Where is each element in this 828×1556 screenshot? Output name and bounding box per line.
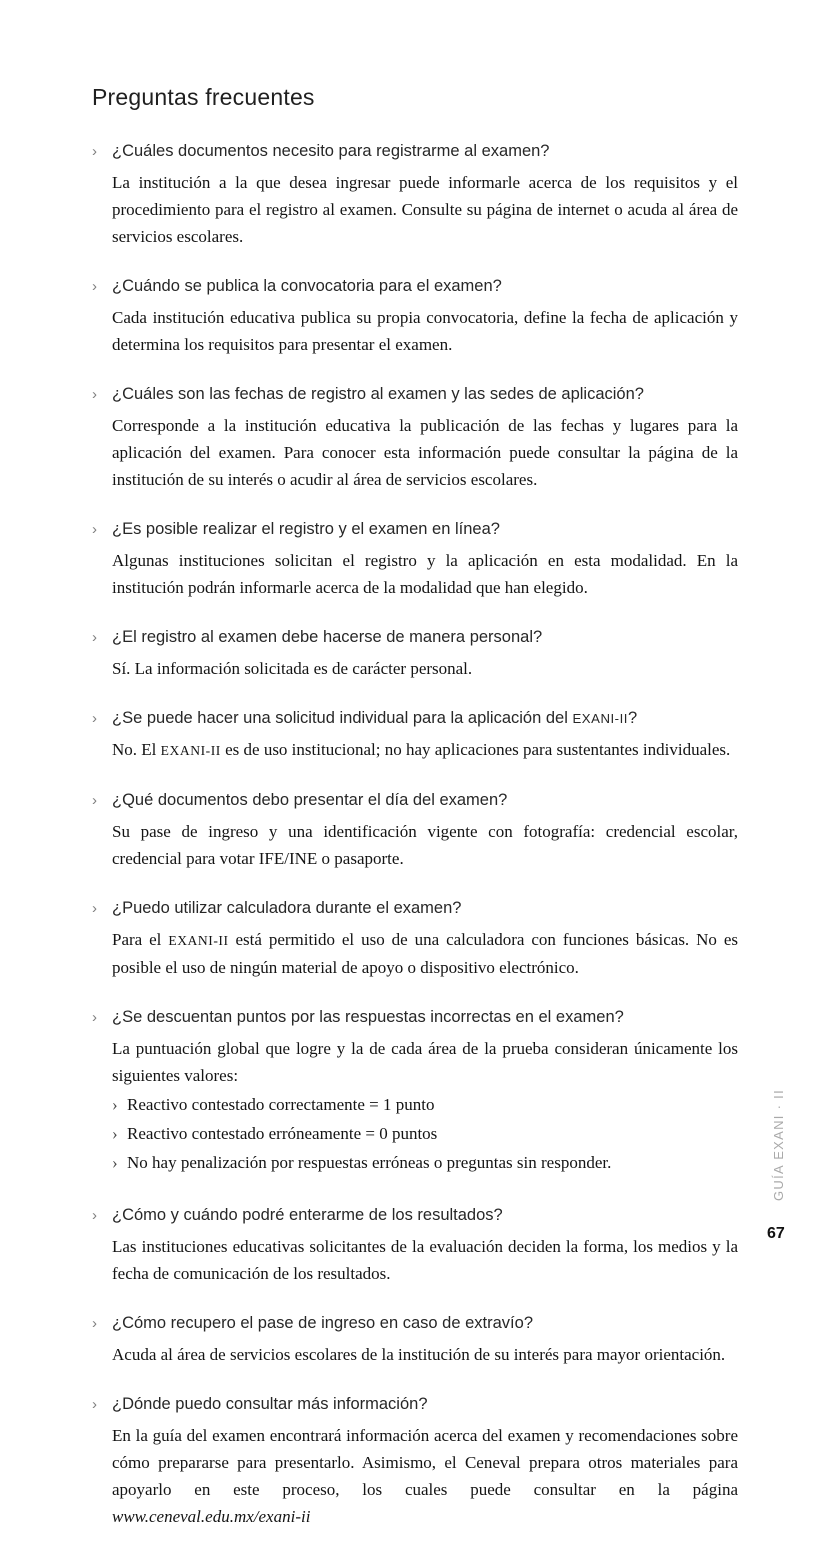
faq-question: ¿Dónde puedo consultar más información? xyxy=(112,1395,428,1413)
faq-question-answer xyxy=(112,708,738,764)
answer-bullet-text: Reactivo contestado erróneamente = 0 puntos xyxy=(127,1124,438,1143)
faq-item xyxy=(92,276,738,358)
faq-answer-text: Su pase de ingreso y una identificación vigente con fotografía: credencial escolar, credencial para votar IFE/INE o pasaporte. xyxy=(112,822,738,868)
faq-answer-text: La institución a la que desea ingresar puede informarle acerca de los requisitos y el procedimiento para el registro al examen. Consulte su página de internet o acuda al área de servicios escolares. xyxy=(112,173,738,246)
faq-answer-text: Las instituciones educativas solicitantes de la evaluación deciden la forma, los medios y la fecha de comunicación de los resultados. xyxy=(112,1237,738,1283)
faq-question: ¿Cómo y cuándo podré enterarme de los resultados? xyxy=(112,1206,503,1224)
faq-answer-text: Corresponde a la institución educativa la publicación de las fechas y lugares para la aplicación del examen. Para conocer esta información puede consultar la página de la institución de su interés o acudir al área de servicios escolares. xyxy=(112,416,738,489)
chevron-right-icon: › xyxy=(112,1124,118,1143)
faq-answer xyxy=(112,412,738,493)
faq-answer xyxy=(112,547,738,601)
faq-question-answer xyxy=(112,276,738,358)
faq-item xyxy=(92,708,738,764)
answer-bullet-text: No hay penalización por respuestas erróneas o preguntas sin responder. xyxy=(127,1153,612,1172)
faq-answer-text: No. El EXANI-II es de uso institucional; no hay aplicaciones para sustentantes individuales. xyxy=(112,740,731,759)
faq-answer xyxy=(112,655,738,682)
exani-brand: EXANI-II xyxy=(168,933,229,948)
answer-bullet xyxy=(112,1150,738,1176)
chevron-right-icon: › xyxy=(92,1009,97,1026)
faq-answer-text: Acuda al área de servicios escolares de la institución de su interés para mayor orientación. xyxy=(112,1345,726,1364)
faq-item xyxy=(92,519,738,601)
chevron-right-icon: › xyxy=(92,1207,97,1224)
faq-question: ¿Es posible realizar el registro y el examen en línea? xyxy=(112,520,500,538)
faq-answer xyxy=(112,736,738,764)
faq-question-answer xyxy=(112,1394,738,1530)
exani-brand: EXANI-II xyxy=(160,743,221,758)
chevron-right-icon: › xyxy=(92,900,97,917)
faq-question-answer xyxy=(112,1205,738,1287)
faq-question: ¿Se descuentan puntos por las respuestas incorrectas en el examen? xyxy=(112,1008,624,1026)
faq-answer-text: Para el EXANI-II está permitido el uso de una calculadora con funciones básicas. No es posible el uso de ningún material de apoyo o dispositivo electrónico. xyxy=(112,930,738,977)
faq-answer-text: Cada institución educativa publica su propia convocatoria, define la fecha de aplicación y determina los requisitos para presentar el examen. xyxy=(112,308,738,354)
chevron-right-icon: › xyxy=(112,1095,118,1114)
faq-item xyxy=(92,898,738,981)
faq-answer xyxy=(112,818,738,872)
faq-question: ¿Cuáles son las fechas de registro al examen y las sedes de aplicación? xyxy=(112,385,644,403)
faq-answer-text: La puntuación global que logre y la de cada área de la prueba consideran únicamente los siguientes valores: xyxy=(112,1039,738,1085)
faq-question-answer xyxy=(112,1007,738,1179)
page-content xyxy=(92,84,738,1556)
chevron-right-icon: › xyxy=(92,629,97,646)
chevron-right-icon: › xyxy=(92,143,97,160)
sidebar-vertical-label: GUÍA EXANI · II xyxy=(771,1089,786,1201)
faq-answer-text: Sí. La información solicitada es de carácter personal. xyxy=(112,659,473,678)
answer-bullet xyxy=(112,1092,738,1118)
faq-answer xyxy=(112,1035,738,1089)
faq-answer xyxy=(112,169,738,250)
chevron-right-icon: › xyxy=(92,278,97,295)
chevron-right-icon: › xyxy=(92,792,97,809)
chevron-right-icon: › xyxy=(112,1153,118,1172)
chevron-right-icon: › xyxy=(92,710,97,727)
faq-answer xyxy=(112,1341,738,1368)
page-title: Preguntas frecuentes xyxy=(92,84,315,110)
exani-brand: EXANI-II xyxy=(572,711,628,726)
faq-question: ¿Puedo utilizar calculadora durante el examen? xyxy=(112,899,462,917)
page-number: 67 xyxy=(767,1225,785,1242)
faq-question-answer xyxy=(112,519,738,601)
chevron-right-icon: › xyxy=(92,386,97,403)
faq-question: ¿Cómo recupero el pase de ingreso en caso de extravío? xyxy=(112,1314,533,1332)
faq-question: ¿Qué documentos debo presentar el día del examen? xyxy=(112,791,508,809)
faq-answer xyxy=(112,1233,738,1287)
faq-list xyxy=(92,141,738,1530)
faq-question-answer xyxy=(112,627,738,682)
chevron-right-icon: › xyxy=(92,1396,97,1413)
faq-item xyxy=(92,384,738,493)
faq-question-answer xyxy=(112,141,738,250)
ceneval-url-link[interactable]: www.ceneval.edu.mx/exani-ii xyxy=(112,1507,311,1526)
answer-bullet xyxy=(112,1121,738,1147)
faq-question: ¿El registro al examen debe hacerse de manera personal? xyxy=(112,628,543,646)
faq-item xyxy=(92,1205,738,1287)
faq-question-answer xyxy=(112,384,738,493)
faq-item xyxy=(92,1007,738,1179)
faq-item xyxy=(92,790,738,872)
faq-question-answer xyxy=(112,898,738,981)
faq-answer xyxy=(112,1422,738,1530)
faq-item xyxy=(92,1394,738,1530)
faq-answer xyxy=(112,926,738,981)
chevron-right-icon: › xyxy=(92,521,97,538)
faq-question: ¿Se puede hacer una solicitud individual para la aplicación del EXANI-II? xyxy=(112,709,638,727)
chevron-right-icon: › xyxy=(92,1315,97,1332)
answer-bullet-text: Reactivo contestado correctamente = 1 punto xyxy=(127,1095,435,1114)
faq-answer xyxy=(112,304,738,358)
faq-question-answer xyxy=(112,790,738,872)
faq-item xyxy=(92,141,738,250)
faq-answer-text: Algunas instituciones solicitan el registro y la aplicación en esta modalidad. En la institución podrán informarle acerca de la modalidad que han elegido. xyxy=(112,551,738,597)
faq-answer-text: En la guía del examen encontrará información acerca del examen y recomendaciones sobre cómo prepararse para presentarlo. Asimismo, el Ceneval prepara otros materiales para apoyarlo en este proceso, los cuales puede consultar en la página xyxy=(112,1426,738,1499)
faq-question-answer xyxy=(112,1313,738,1368)
answer-bullet-list xyxy=(112,1092,738,1176)
faq-question: ¿Cuáles documentos necesito para registrarme al examen? xyxy=(112,142,550,160)
faq-question: ¿Cuándo se publica la convocatoria para el examen? xyxy=(112,277,502,295)
faq-item xyxy=(92,627,738,682)
faq-item xyxy=(92,1313,738,1368)
